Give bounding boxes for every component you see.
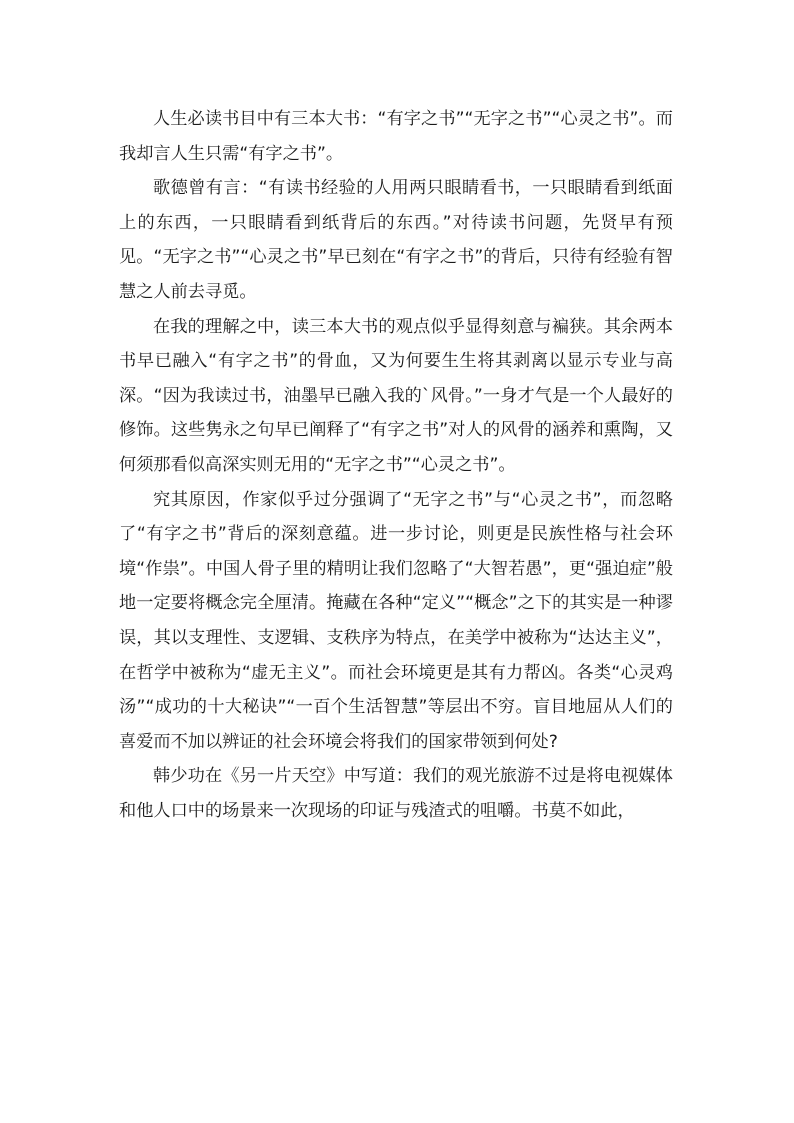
paragraph-2: 歌德曾有言：“有读书经验的人用两只眼睛看书，一只眼睛看到纸面上的东西，一只眼睛看到纸背后的东西。”对待读书问题，先贤早有预见。“无字之书”“心灵之书”早已刻在“有字之书”的背后，只待有经验有智慧之人前去寻觅。	[119, 178, 673, 302]
paragraph-1: 人生必读书目中有三本大书：“有字之书”“无字之书”“心灵之书”。而我却言人生只需“有字之书”。	[119, 109, 673, 164]
paragraph-3: 在我的理解之中，读三本大书的观点似乎显得刻意与褊狭。其余两本书早已融入“有字之书”的骨血，又为何要生生将其剥离以显示专业与高深。“因为我读过书，油墨早已融入我的`风骨。”一身才气是一个人最好的修饰。这些隽永之句早已阐释了“有字之书”对人的风骨的涵养和熏陶，又何须那看似高深实则无用的“无字之书”“心灵之书”。	[119, 316, 673, 475]
paragraph-5: 韩少功在《另一片天空》中写道：我们的观光旅游不过是将电视媒体和他人口中的场景来一次现场的印证与残渣式的咀嚼。书莫不如此，	[119, 766, 673, 821]
paragraph-4: 究其原因，作家似乎过分强调了“无字之书”与“心灵之书”，而忽略了“有字之书”背后的深刻意蕴。进一步讨论，则更是民族性格与社会环境“作祟”。中国人骨子里的精明让我们忽略了“大智若愚”，更“强迫症”般地一定要将概念完全厘清。掩藏在各种“定义”“概念”之下的其实是一种谬误，其以支理性、支逻辑、支秩序为特点，在美学中被称为“达达主义”，在哲学中被称为“虚无主义”。而社会环境更是其有力帮凶。各类“心灵鸡汤”“成功的十大秘诀”“一百个生活智慧”等层出不穷。盲目地屈从人们的喜爱而不加以辨证的社会环境会将我们的国家带领到何处?	[119, 489, 673, 752]
essay-body	[119, 102, 673, 828]
